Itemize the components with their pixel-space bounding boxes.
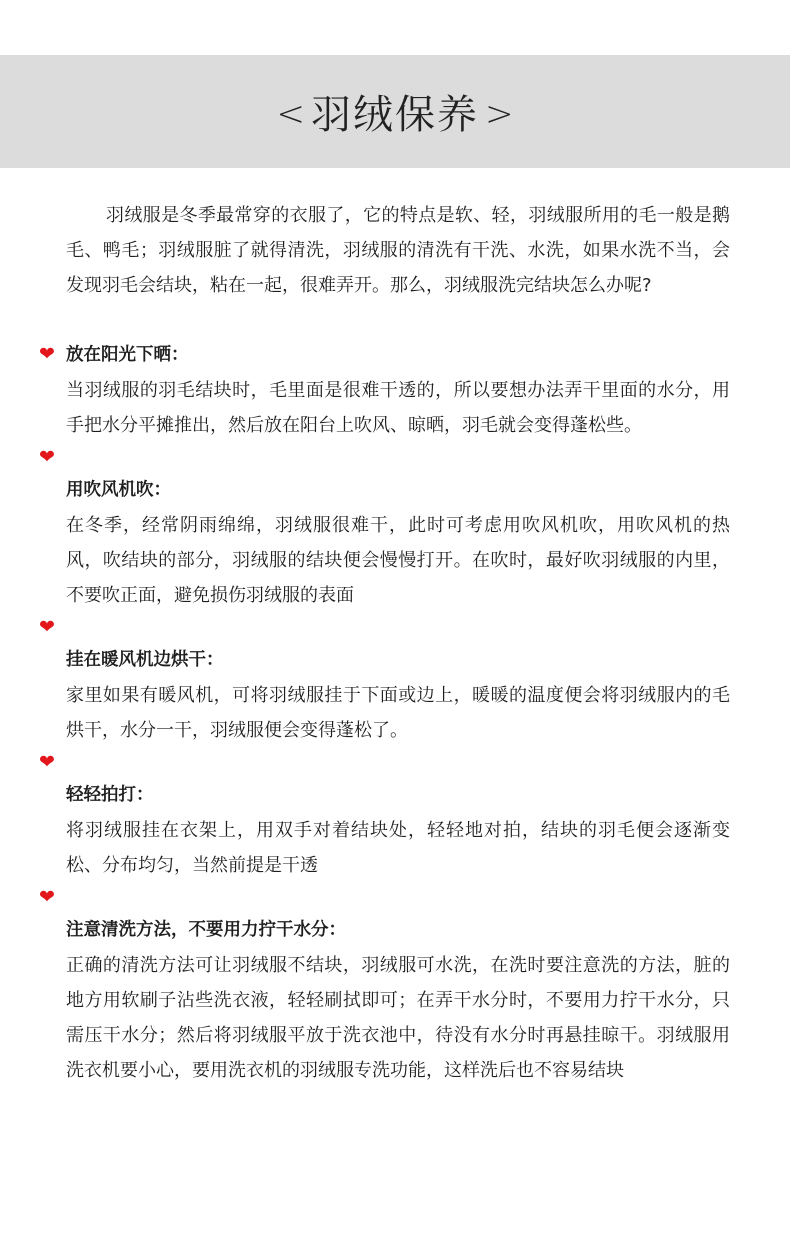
section-title: 挂在暖风机边烘干： <box>66 650 224 670</box>
section-title: 注意清洗方法，不要用力拧干水分： <box>66 920 346 940</box>
section-title: 轻轻拍打： <box>66 785 154 805</box>
heart-icon: ❤ <box>39 886 55 908</box>
heart-icon: ❤ <box>39 343 55 365</box>
section-title: 用吹风机吹： <box>66 480 171 500</box>
left-bracket: < <box>276 93 305 134</box>
page-title: 羽绒保养 <box>311 92 479 138</box>
intro-paragraph: 羽绒服是冬季最常穿的衣服了，它的特点是软、轻，羽绒服所用的毛一般是鹅毛、鸭毛；羽绒服脏了就得清洗，羽绒服的清洗有干洗、水洗，如果水洗不当，会发现羽毛会结块，粘在一起，很难弄开。那么，羽绒服洗完结块怎么办呢? <box>66 205 730 296</box>
article-content <box>39 198 730 1088</box>
section-body: 正确的清洗方法可让羽绒服不结块，羽绒服可水洗，在洗时要注意洗的方法，脏的地方用软刷子沾些洗衣液，轻轻刷拭即可；在弄干水分时，不要用力拧干水分，只需压干水分；然后将羽绒服平放于洗衣池中，待没有水分时再悬挂晾干。羽绒服用洗衣机要小心，要用洗衣机的羽绒服专洗功能，这样洗后也不容易结块 <box>66 955 730 1081</box>
section-divider <box>39 613 730 643</box>
section-hair-dryer <box>66 473 730 613</box>
heart-icon: ❤ <box>39 446 55 468</box>
section-heater-dry <box>66 643 730 748</box>
section-divider <box>39 883 730 913</box>
section-pat-gently <box>66 778 730 883</box>
heart-icon: ❤ <box>39 616 55 638</box>
section-wash-method <box>66 913 730 1088</box>
section-body: 家里如果有暖风机，可将羽绒服挂于下面或边上，暖暖的温度便会将羽绒服内的毛烘干，水分一干，羽绒服便会变得蓬松了。 <box>66 685 730 741</box>
section-sun-dry <box>39 338 730 443</box>
section-body: 当羽绒服的羽毛结块时，毛里面是很难干透的，所以要想办法弄干里面的水分，用手把水分平摊推出，然后放在阳台上吹风、晾晒，羽毛就会变得蓬松些。 <box>66 380 730 436</box>
section-divider <box>39 443 730 473</box>
section-body: 将羽绒服挂在衣架上，用双手对着结块处，轻轻地对拍，结块的羽毛便会逐渐变松、分布均匀，当然前提是干透 <box>66 820 730 876</box>
right-bracket: > <box>485 93 514 134</box>
heart-icon: ❤ <box>39 751 55 773</box>
section-body: 在冬季，经常阴雨绵绵，羽绒服很难干，此时可考虑用吹风机吹，用吹风机的热风，吹结块的部分，羽绒服的结块便会慢慢打开。在吹时，最好吹羽绒服的内里， 不要吹正面，避免损伤羽绒服的表面 <box>66 515 730 606</box>
section-title: 放在阳光下晒： <box>66 345 189 365</box>
section-divider <box>39 748 730 778</box>
title-band <box>0 55 790 168</box>
